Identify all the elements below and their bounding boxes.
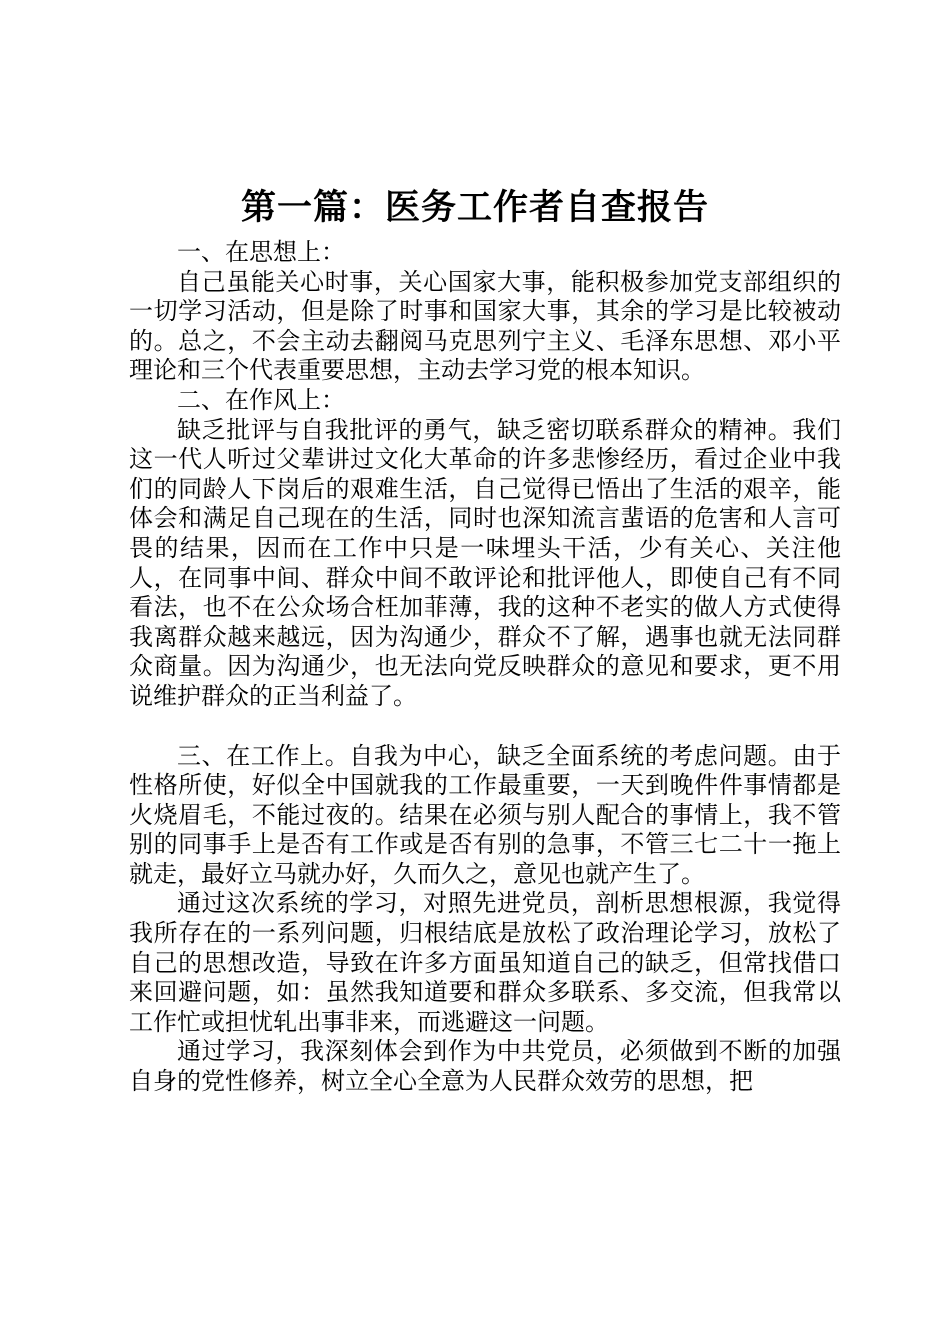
- paragraph-reflection: 通过这次系统的学习，对照先进党员，剖析思想根源，我觉得我所存在的一系列问题，归根结底是放松了政治理论学习，放松了自己的思想改造，导致在许多方面虽知道自己的缺乏，但常找借口来回避问题，如：虽然我知道要和群众多联系、多交流，但我常以工作忙或担忧轧出事非来，而逃避这一问题。: [129, 889, 841, 1036]
- paragraph-conclusion: 通过学习，我深刻体会到作为中共党员，必须做到不断的加强自身的党性修养，树立全心全意为人民群众效劳的思想，把: [129, 1037, 841, 1096]
- paragraph-style: 缺乏批评与自我批评的勇气，缺乏密切联系群众的精神。我们这一代人听过父辈讲过文化大革命的许多悲惨经历，看过企业中我们的同龄人下岗后的艰难生活，自己觉得已悟出了生活的艰辛，能体会和满足自己现在的生活，同时也深知流言蜚语的危害和人言可畏的结果，因而在工作中只是一味埋头干活，少有关心、关注他人，在同事中间、群众中间不敢评论和批评他人，即使自己有不同看法，也不在公众场合枉加菲薄，我的这种不老实的做人方式使得我离群众越来越远，因为沟通少，群众不了解，遇事也就无法同群众商量。因为沟通少，也无法向党反映群众的意见和要求，更不用说维护群众的正当利益了。: [129, 415, 841, 710]
- paragraph-thought: 自己虽能关心时事，关心国家大事，能积极参加党支部组织的一切学习活动，但是除了时事和国家大事，其余的学习是比较被动的。总之，不会主动去翻阅马克思列宁主义、毛泽东思想、邓小平理论和三个代表重要思想，主动去学习党的根本知识。: [129, 267, 841, 385]
- document-body: [129, 238, 841, 1097]
- section-heading-style: 二、在作风上：: [177, 385, 345, 414]
- paragraph-work: 三、在工作上。自我为中心，缺乏全面系统的考虑问题。由于性格所使，好似全中国就我的工作最重要，一天到晚件件事情都是火烧眉毛，不能过夜的。结果在必须与别人配合的事情上，我不管别的同事手上是否有工作或是否有别的急事，不管三七二十一拖上就走，最好立马就办好，久而久之，意见也就产生了。: [129, 741, 841, 888]
- paragraph-gap: [129, 712, 841, 742]
- document-title: 第一篇：医务工作者自查报告: [240, 187, 709, 228]
- section-heading-thought: 一、在思想上：: [177, 238, 345, 266]
